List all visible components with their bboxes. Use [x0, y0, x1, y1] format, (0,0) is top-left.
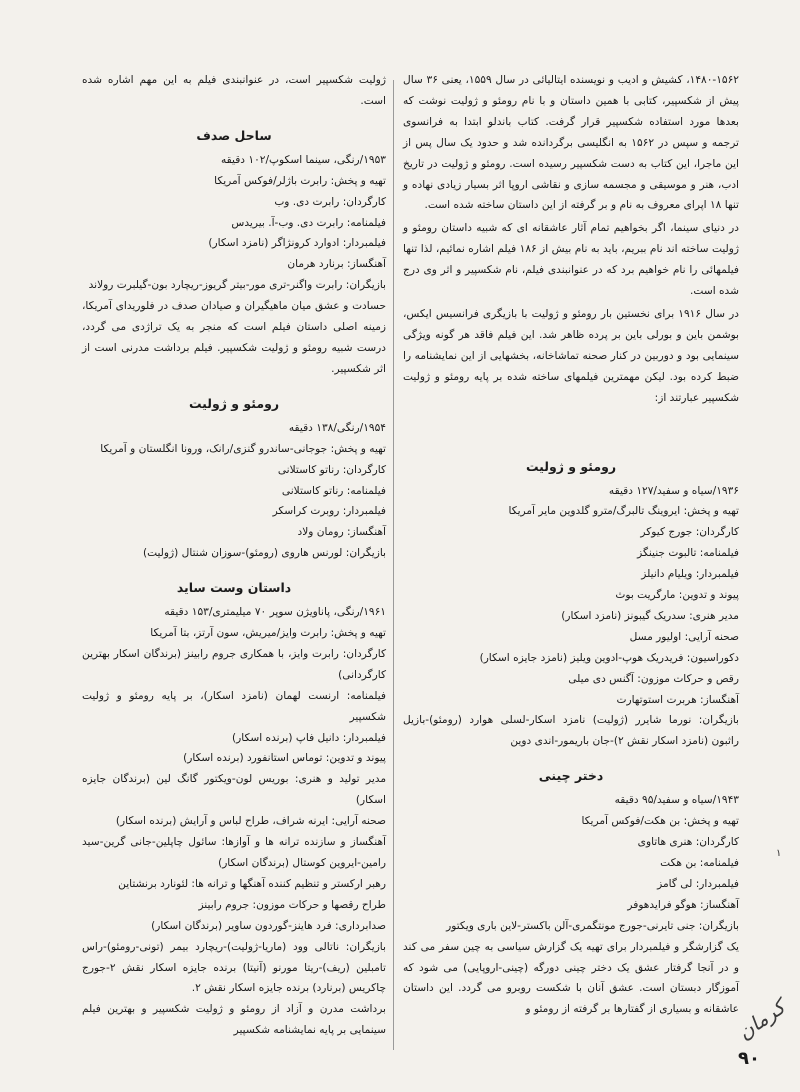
- film-credit-line: فیلمنامه: بن هکت: [660, 857, 739, 869]
- film-title: رومئو و ژولیت: [525, 458, 617, 474]
- film-title: داستان وست ساید: [176, 580, 292, 596]
- film-credit-line: کارگردان: هنری هاتاوی: [637, 836, 739, 849]
- film-credit-line: آهنگساز: هربرت استوتهارت: [616, 693, 739, 706]
- right-column: [403, 70, 739, 1020]
- film-entry-sahel-sadaf: [82, 126, 386, 380]
- film-credit-line: بازیگران: جنی تایرنی-جورج مونتگمری-آلن باکستر-لاین باری ویکتور: [446, 919, 739, 932]
- intro-paragraph: در سال ۱۹۱۶ برای نخستین بار رومئو و ژولیت با بازیگری فرانسیس ایکس، بوشمن باین و بورلی باین بر پرده ظاهر شد. این فیلم فاقد هر گونه ویژگی سینمایی بود و دوربین در کنار صحنه تماشاخانه، بخشهایی از این نمایشنامه را ضبط کرده بود. لیکن مهمترین فیلمهای ساخته شده بر پایه رومئو و ژولیت شکسپیر عبارتند از:: [403, 307, 739, 404]
- film-credit-line: ۱۹۴۳/سیاه و سفید/۹۵ دقیقه: [614, 794, 739, 807]
- film-credit-line: تهیه و پخش: بن هکت/فوکس آمریکا: [581, 815, 739, 828]
- margin-mark: ۱: [776, 848, 782, 859]
- left-intro-paragraph: ژولیت شکسپیر است، در عنوانبندی فیلم به این مهم اشاره شده است.: [82, 74, 386, 107]
- film-title: دختر چینی: [538, 768, 604, 784]
- intro-paragraph: ۱۴۸۰-۱۵۶۲، کشیش و ادیب و نویسنده ایتالیائی در سال ۱۵۵۹، یعنی ۳۶ سال پیش از شکسپیر، کتابی با همین داستان و با نام رومئو و ژولیت نوشت که بعدها مورد استفاده شکسپیر قرار گرفت. کتاب باندلو ابتدا به فرانسوی ترجمه و سپس در ۱۵۶۲ به انگلیسی برگردانده شد و حدود یک سال پس از این ماجرا، این کتاب به دست شکسپیر رسیده است. رومئو و ژولیت در تاریخ ادب، هنر و موسیقی و مجسمه سازی و نقاشی اروپا اثر بسیار زیادی نهاده و تنها ۱۸ اپرای معروف به نام و بر گرفته از این داستان ساخته شده است.: [403, 74, 739, 212]
- film-credit-line: فیلمنامه: ارنست لهمان (نامزد اسکار)، بر پایه رومئو و ژولیت شکسپیر: [82, 689, 386, 723]
- film-credit-line: ۱۹۵۴/رنگی/۱۳۸ دقیقه: [288, 421, 386, 434]
- film-credit-line: فیلمبردار: ادوارد کرونژاگر (نامزد اسکار): [208, 237, 386, 250]
- film-title: رومئو و ژولیت: [188, 395, 280, 411]
- film-credit-line: طراح رقصها و حرکات موزون: جروم رابینز: [198, 898, 386, 911]
- film-credit-line: بازیگران: رابرت واگنر-تری مور-بیتر گریوز-ریچارد بون-گیلبرت رولاند: [88, 279, 386, 292]
- film-credit-line: مدیر تولید و هنری: بوریس لون-ویکتور گانگ لین (برندگان جایزه اسکار): [82, 773, 386, 807]
- film-credit-line: آهنگساز: برنارد هرمان: [287, 258, 386, 271]
- film-credit-line: دکوراسیون: فریدریک هوپ-ادوین ویلیز (نامزد جایزه اسکار): [479, 651, 739, 664]
- film-credit-line: پیوند و تدوین: مارگریت بوث: [615, 589, 739, 602]
- film-credit-line: رهبر ارکستر و تنظیم کننده آهنگها و ترانه ها: لئونارد برنشتاین: [118, 877, 386, 890]
- film-credit-line: فیلمبردار: لی گامز: [657, 877, 739, 890]
- film-entry-romeo-juliet-1936: [403, 457, 739, 753]
- film-credit-line: فیلمنامه: رابرت دی. وب-آ. بیریدس: [231, 216, 386, 229]
- film-credit-line: تهیه و پخش: ایروینگ تالبرگ/مترو گلدوین مایر آمریکا: [508, 505, 739, 518]
- film-synopsis: برداشت مدرن و آزاد از رومئو و ژولیت شکسپیر و بهترین فیلم سینمایی بر پایه نمایشنامه شکسپیر: [82, 1003, 386, 1037]
- film-credit-line: پیوند و تدوین: توماس استانفورد (برنده اسکار): [183, 752, 386, 765]
- film-credit-line: آهنگساز و سازنده ترانه ها و آوازها: سائول چاپلین-جانی گرین-سید رامین-ایروین کوستال (برندگان اسکار): [82, 836, 386, 869]
- film-credit-line: فیلمبردار: روبرت کراسکر: [272, 505, 386, 518]
- film-credit-line: فیلمبردار: دانیل فاپ (برنده اسکار): [232, 731, 386, 744]
- film-credit-line: کارگردان: رابرت دی. وب: [274, 195, 386, 208]
- column-divider: [393, 80, 394, 1050]
- film-synopsis: حسادت و عشق میان ماهیگیران و صیادان صدف در فلوریدای آمریکا، زمینه اصلی داستان فیلم است که منجر به یک تراژدی می گردد، درست شبیه رومئو و ژولیت شکسپیر. فیلم برداشت مدرنی است از اثر شکسپیر.: [82, 300, 386, 375]
- film-credit-line: ۱۹۶۱/رنگی، پاناویژن سوپر ۷۰ میلیمتری/۱۵۳ دقیقه: [164, 606, 386, 619]
- film-entry-romeo-juliet-1954: [82, 394, 386, 564]
- film-credit-line: کارگردان: رناتو کاستلانی: [277, 463, 386, 476]
- left-column: [82, 70, 386, 1041]
- film-credit-line: تهیه و پخش: رابرت باژلر/فوکس آمریکا: [214, 174, 386, 187]
- film-credit-line: بازیگران: ناتالی وود (ماریا-ژولیت)-ریچارد بیمر (تونی-رومئو)-راس تامبلین (ریف)-ریتا مورنو (آنیتا) برنده جایزه اسکار نقش ۲-جورج چاکریس (برنارد) برنده جایزه اسکار نقش ۲.: [82, 940, 386, 995]
- film-credit-line: فیلمنامه: تالبوت جنینگز: [637, 547, 739, 560]
- film-synopsis: یک گزارشگر و فیلمبردار برای تهیه یک گزارش سیاسی به چین سفر می کند و در آنجا گرفتار عشق یک دختر چینی دورگه (چینی-اروپایی) می شود که آموزگار دبستان است. عشق آنان با شکست روبرو می گردد. این داستان عاشقانه و بسیاری از گفتارها بر گرفته از رومئو و: [403, 940, 739, 1016]
- film-credit-line: بازیگران: لورنس هاروی (رومئو)-سوزان شنتال (ژولیت): [142, 547, 386, 560]
- film-credit-line: فیلمنامه: رناتو کاستلانی: [281, 484, 386, 497]
- magazine-logo: کرمان: [733, 994, 790, 1045]
- film-entry-china-girl: [403, 766, 739, 1020]
- film-credit-line: کارگردان: جورج کیوکر: [640, 526, 739, 539]
- film-credit-line: آهنگساز: هوگو فرایدهوفر: [627, 898, 739, 911]
- film-credit-line: تهیه و پخش: رابرت وایز/میریش، سون آرتز، بتا آمریکا: [150, 627, 386, 640]
- intro-paragraph: در دنیای سینما، اگر بخواهیم تمام آثار عاشقانه ای که شبیه داستان رومئو و ژولیت ساخته اند نام ببریم، باید به نام بیش از ۱۸۶ فیلم اشاره نمائیم، لذا تنها فیلمهائی را نام خواهیم برد که در عنوانبندی فیلم، نام شکسپیر و اثر وی درج شده است.: [403, 222, 739, 298]
- film-credit-line: آهنگساز: رومان ولاد: [297, 526, 386, 539]
- page-number: ۹۰: [738, 1048, 760, 1069]
- film-credit-line: صدابرداری: فرد هاینز-گوردون ساویر (برندگان اسکار): [151, 919, 386, 932]
- film-credit-line: کارگردان: رابرت وایز، با همکاری جروم رابینز (برندگان اسکار بهترین کارگردانی): [82, 647, 386, 681]
- film-title: ساحل صدف: [196, 127, 272, 143]
- film-credit-line: مدیر هنری: سدریک گیبونز (نامزد اسکار): [561, 609, 739, 622]
- film-credit-line: فیلمبردار: ویلیام دانیلز: [641, 568, 739, 581]
- film-entry-west-side-story: [82, 578, 386, 1041]
- film-credit-line: ۱۹۵۳/رنگی، سینما اسکوپ/۱۰۲ دقیقه: [220, 153, 386, 166]
- film-credit-line: رقص و حرکات موزون: آگنس دی میلی: [568, 672, 739, 685]
- film-credit-line: صحنه آرایی: اولیور مسل: [629, 630, 739, 643]
- film-credit-line: صحنه آرایی: ایرنه شراف، طراح لباس و آرایش (برنده اسکار): [115, 815, 386, 828]
- film-credit-line: تهیه و پخش: جوجانی-ساندرو گنزی/رانک، ورونا انگلستان و آمریکا: [100, 442, 386, 455]
- film-credit-line: ۱۹۳۶/سیاه و سفید/۱۲۷ دقیقه: [608, 484, 739, 497]
- film-credit-line: بازیگران: نورما شایرر (ژولیت) نامزد اسکار-لسلی هوارد (رومئو)-بازیل راثبون (نامزد اسکار نقش ۲)-جان باریمور-اندی دوین: [403, 714, 739, 748]
